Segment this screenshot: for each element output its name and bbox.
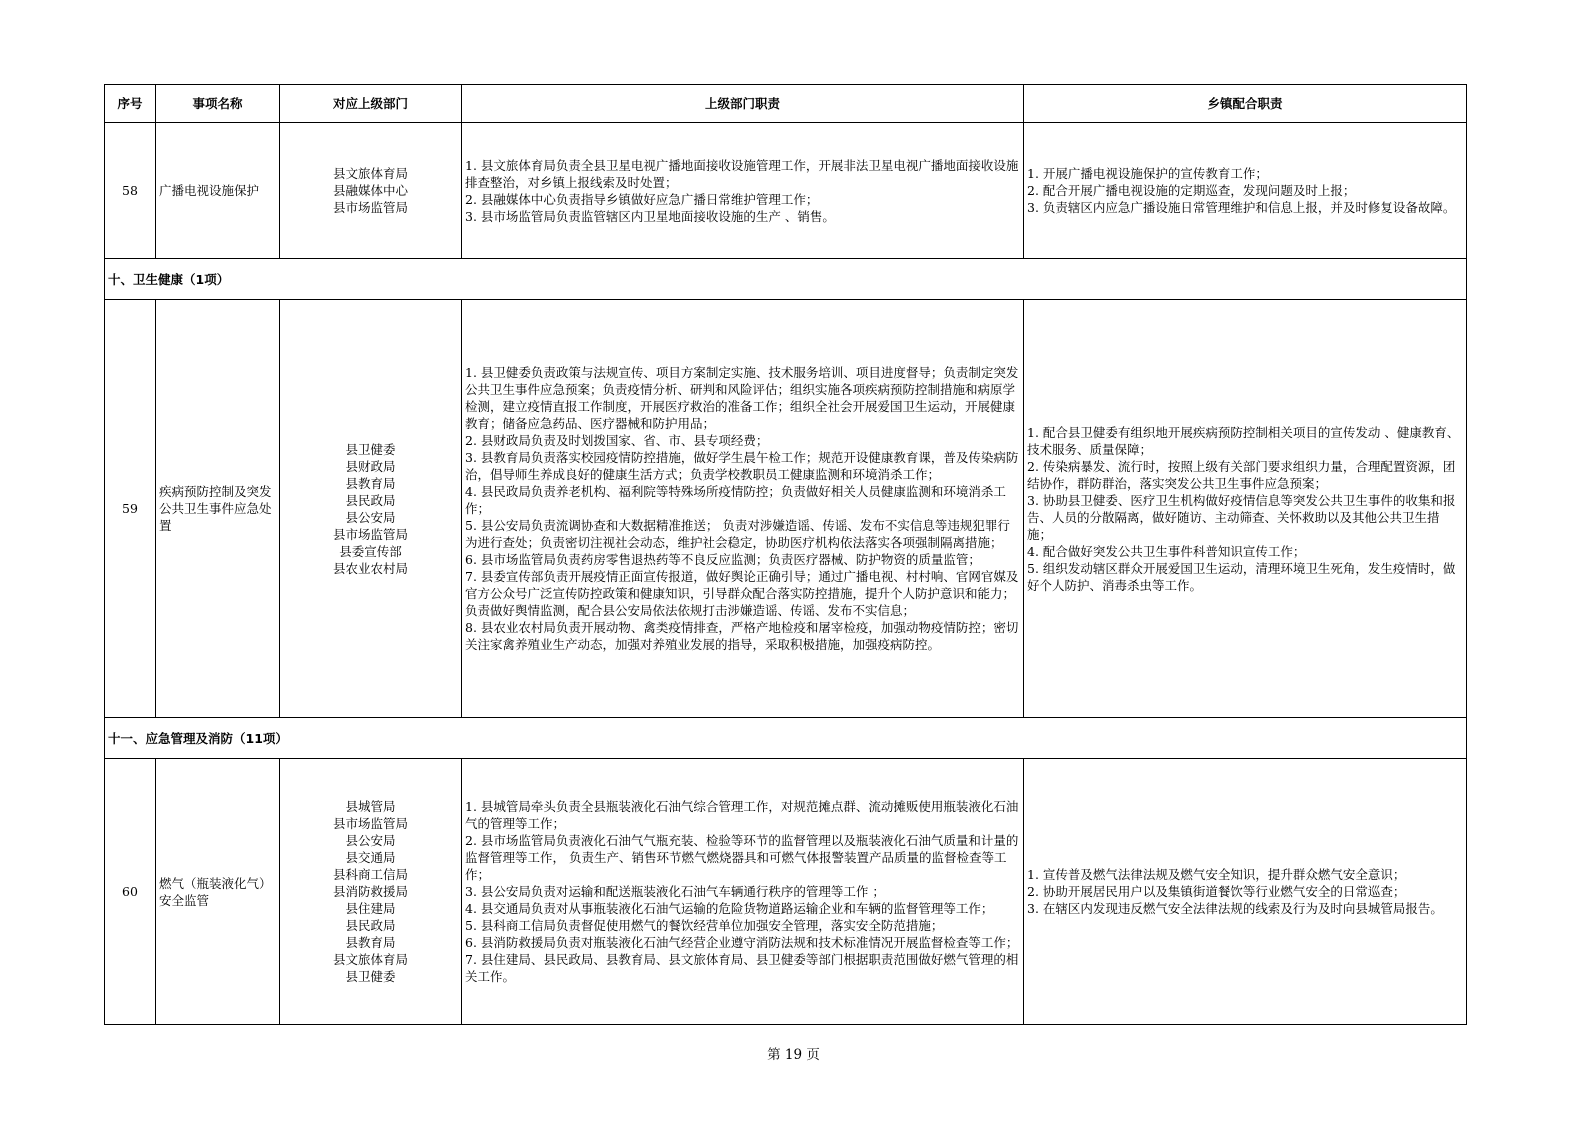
list-line: 3. 在辖区内发现违反燃气安全法律法规的线索及行为及时向县城管局报告。 xyxy=(1027,901,1443,916)
dept-list xyxy=(280,759,462,1025)
upper-duty-list xyxy=(462,300,1024,718)
list-line: 1. 开展广播电视设施保护的宣传教育工作； xyxy=(1027,166,1268,181)
list-line: 县城管局 xyxy=(345,799,396,814)
list-line: 3. 县市场监管局负责监管辖区内卫星地面接收设施的生产 、销售。 xyxy=(465,208,835,224)
list-line: 2. 县市场监管局负责液化石油气气瓶充装、检验等环节的监督管理以及瓶装液化石油气质量和计量的监督管理等工作， 负责生产、销售环节燃气燃烧器具和可燃气体报警装置产品质量的监督检查等工作； xyxy=(465,833,1019,882)
row-number: 58 xyxy=(105,123,156,259)
list-line: 县消防救援局 xyxy=(332,884,408,899)
list-line: 3. 负责辖区内应急广播设施日常管理维护和信息上报，并及时修复设备故障。 xyxy=(1027,200,1456,215)
header-no: 序号 xyxy=(105,85,156,123)
list-line: 5. 县科商工信局负责督促使用燃气的餐饮经营单位加强安全管理，落实安全防范措施； xyxy=(465,918,944,933)
header-item-name: 事项名称 xyxy=(156,85,280,123)
list-line: 县科商工信局 xyxy=(332,867,408,882)
list-line: 县卫健委 xyxy=(345,441,396,457)
town-duty-list xyxy=(1024,300,1467,718)
list-line: 县公安局 xyxy=(345,833,396,848)
item-name: 疾病预防控制及突发公共卫生事件应急处置 xyxy=(156,300,280,718)
list-line: 2. 传染病暴发、流行时，按照上级有关部门要求组织力量，合理配置资源，团结协作，群防群治，落实突发公共卫生事件应急预案； xyxy=(1027,458,1456,491)
list-line: 县教育局 xyxy=(345,475,396,491)
list-line: 县市场监管局 xyxy=(332,200,408,215)
list-line: 2. 县融媒体中心负责指导乡镇做好应急广播日常维护管理工作； xyxy=(465,191,819,207)
list-line: 6. 县消防救援局负责对瓶装液化石油气经营企业遵守消防法规和技术标准情况开展监督检查等工作； xyxy=(465,935,1019,950)
section-title: 十一、应急管理及消防（11项） xyxy=(105,718,1467,759)
row-number: 60 xyxy=(105,759,156,1025)
list-line: 1. 县文旅体育局负责全县卫星电视广播地面接收设施管理工作，开展非法卫星电视广播地面接收设施排查整治，对乡镇上报线索及时处置； xyxy=(465,157,1019,190)
list-line: 县住建局 xyxy=(345,901,396,916)
list-line: 县市场监管局 xyxy=(332,526,408,542)
list-line: 县财政局 xyxy=(345,458,396,474)
list-line: 县民政局 xyxy=(345,492,396,508)
table-row xyxy=(105,759,1467,1025)
list-line: 7. 县委宣传部负责开展疫情正面宣传报道，做好舆论正确引导；通过广播电视、村村响、官网官媒及官方公众号广泛宣传防控政策和健康知识，引导群众配合落实防控措施，提升个人防护意识和能力；负责做好舆情监测，配合县公安局依法依规打击涉嫌造谣、传谣、发布不实信息； xyxy=(465,569,1019,618)
list-line: 县文旅体育局 xyxy=(332,952,408,967)
section-row xyxy=(105,259,1467,300)
list-line: 2. 配合开展广播电视设施的定期巡查，发现问题及时上报； xyxy=(1027,183,1356,198)
header-upper-duty: 上级部门职责 xyxy=(462,85,1024,123)
dept-list xyxy=(280,123,462,259)
section-title: 十、卫生健康（1项） xyxy=(105,259,1467,300)
list-line: 4. 配合做好突发公共卫生事件科普知识宣传工作； xyxy=(1027,543,1306,559)
list-line: 县委宣传部 xyxy=(339,543,402,559)
list-line: 县农业农村局 xyxy=(332,560,408,576)
list-line: 县民政局 xyxy=(345,918,396,933)
list-line: 1. 配合县卫健委有组织地开展疾病预防控制相关项目的宣传发动 、健康教育、技术服务、质量保障； xyxy=(1027,424,1460,457)
list-line: 1. 县城管局牵头负责全县瓶装液化石油气综合管理工作，对规范摊点群、流动摊贩使用瓶装液化石油气的管理等工作； xyxy=(465,799,1019,831)
list-line: 1. 县卫健委负责政策与法规宣传、项目方案制定实施、技术服务培训、项目进度督导；负责制定突发公共卫生事件应急预案；负责疫情分析、研判和风险评估；组织实施各项疾病预防控制措施和病原学检测，建立疫情直报工作制度，开展医疗救治的准备工作；组织全社会开展爱国卫生运动，开展健康教育；储备应急药品、医疗器械和防护用品； xyxy=(465,365,1019,431)
row-number: 59 xyxy=(105,300,156,718)
list-line: 3. 县教育局负责落实校园疫情防控措施，做好学生晨午检工作；规范开设健康教育课，普及传染病防治，倡导师生养成良好的健康生活方式；负责学校教职员工健康监测和环境消杀工作； xyxy=(465,450,1019,482)
list-line: 2. 协助开展居民用户以及集镇街道餐饮等行业燃气安全的日常巡查； xyxy=(1027,884,1406,899)
list-line: 5. 县公安局负责流调协查和大数据精准推送； 负责对涉嫌造谣、传谣、发布不实信息等违规犯罪行为进行查处；负责密切注视社会动态，维护社会稳定，协助医疗机构依法落实各项强制隔离措施； xyxy=(465,518,1010,550)
list-line: 7. 县住建局、县民政局、县教育局、县文旅体育局、县卫健委等部门根据职责范围做好燃气管理的相关工作。 xyxy=(465,952,1019,984)
list-line: 6. 县市场监管局负责药房零售退热药等不良反应监测；负责医疗器械、防护物资的质量监管； xyxy=(465,552,981,567)
item-name: 燃气（瓶装液化气）安全监管 xyxy=(156,759,280,1025)
responsibility-table xyxy=(104,84,1467,1025)
list-line: 1. 宣传普及燃气法律法规及燃气安全知识，提升群众燃气安全意识； xyxy=(1027,867,1406,882)
list-line: 县教育局 xyxy=(345,935,396,950)
list-line: 2. 县财政局负责及时划拨国家、省、市、县专项经费； xyxy=(465,433,769,448)
town-duty-list xyxy=(1024,759,1467,1025)
list-line: 县卫健委 xyxy=(345,969,396,984)
list-line: 5. 组织发动辖区群众开展爱国卫生运动，清理环境卫生死角，发生疫情时，做好个人防护、消毒杀虫等工作。 xyxy=(1027,560,1456,593)
list-line: 3. 协助县卫健委、医疗卫生机构做好疫情信息等突发公共卫生事件的收集和报告、人员的分散隔离，做好随访、主动筛查、关怀救助以及其他公共卫生措施； xyxy=(1027,492,1456,542)
list-line: 县融媒体中心 xyxy=(332,183,408,198)
list-line: 县文旅体育局 xyxy=(332,166,408,181)
list-line: 4. 县民政局负责养老机构、福利院等特殊场所疫情防控；负责做好相关人员健康监测和环境消杀工作； xyxy=(465,484,1006,516)
list-line: 8. 县农业农村局负责开展动物、禽类疫情排查，严格产地检疫和屠宰检疫，加强动物疫情防控；密切关注家禽养殖业生产动态，加强对养殖业发展的指导，采取积极措施，加强疫病防控。 xyxy=(465,620,1019,652)
header-upper-dept: 对应上级部门 xyxy=(280,85,462,123)
list-line: 3. 县公安局负责对运输和配送瓶装液化石油气车辆通行秩序的管理等工作 ； xyxy=(465,884,885,899)
page-number: 第 19 页 xyxy=(767,1047,820,1063)
upper-duty-list xyxy=(462,123,1024,259)
header-row xyxy=(105,85,1467,123)
town-duty-list xyxy=(1024,123,1467,259)
list-line: 县公安局 xyxy=(345,509,396,525)
section-row xyxy=(105,718,1467,759)
header-town-duty: 乡镇配合职责 xyxy=(1024,85,1467,123)
table-row xyxy=(105,300,1467,718)
upper-duty-list xyxy=(462,759,1024,1025)
list-line: 县交通局 xyxy=(345,850,396,865)
dept-list xyxy=(280,300,462,718)
item-name: 广播电视设施保护 xyxy=(156,123,280,259)
list-line: 4. 县交通局负责对从事瓶装液化石油气运输的危险货物道路运输企业和车辆的监督管理等工作； xyxy=(465,901,994,916)
list-line: 县市场监管局 xyxy=(332,816,408,831)
table-row xyxy=(105,123,1467,259)
